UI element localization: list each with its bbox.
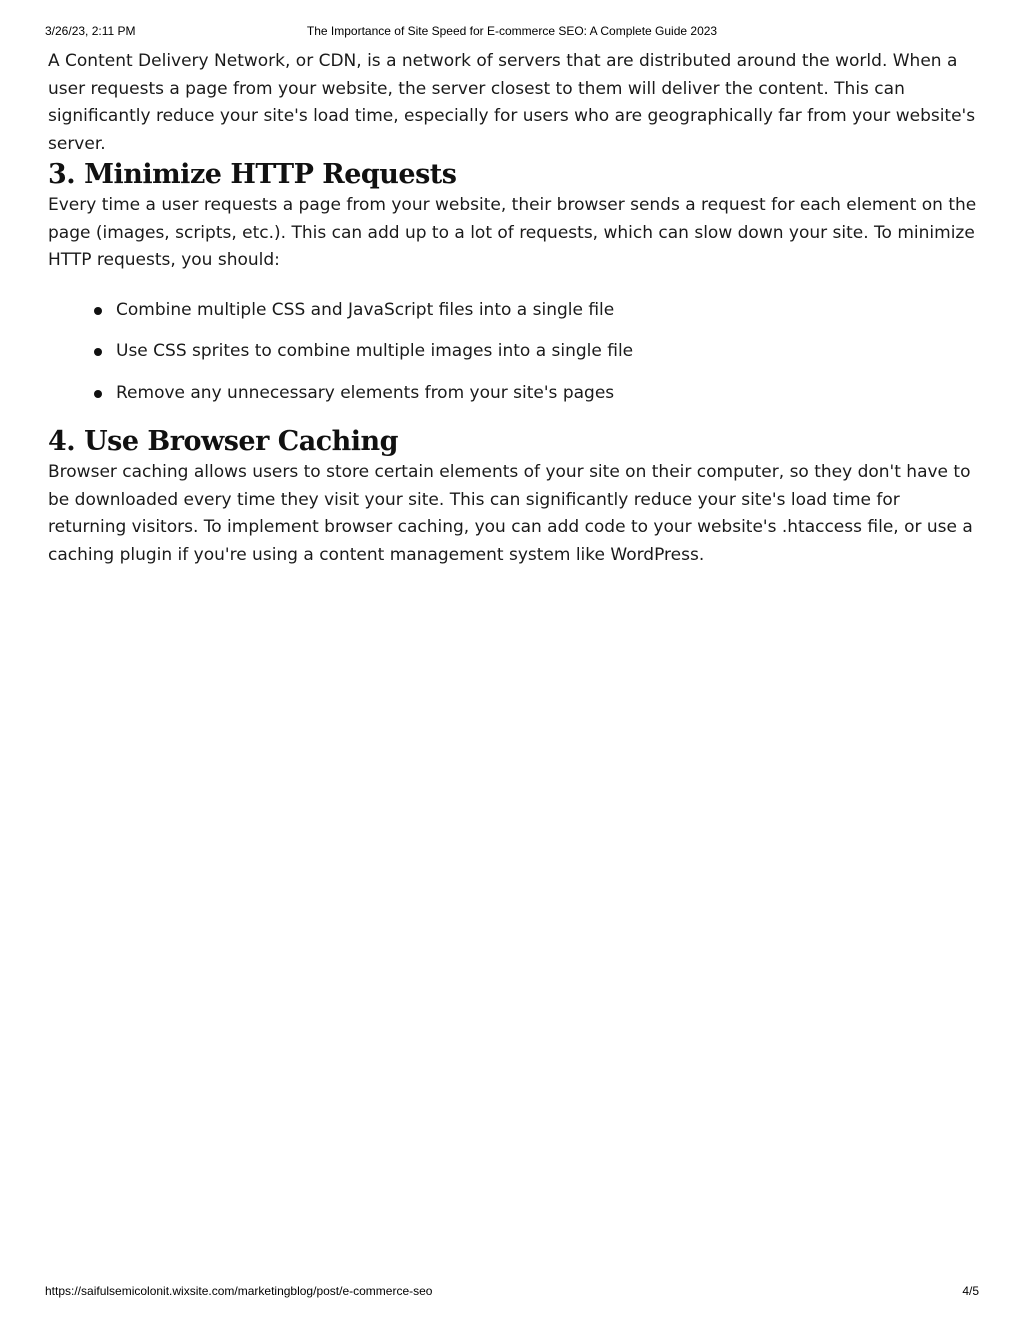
section-heading-browser-caching: 4. Use Browser Caching <box>48 426 399 457</box>
section-heading-minimize-http-requests: 3. Minimize HTTP Requests <box>48 159 457 190</box>
list-item <box>92 297 983 325</box>
list-item-text: Combine multiple CSS and JavaScript files into a single file <box>116 299 615 320</box>
bullet-dot-icon <box>94 390 102 398</box>
cdn-paragraph: A Content Delivery Network, or CDN, is a network of servers that are distributed around the world. When a user requests a page from your website, the server closest to them will deliver the content. This can significantly reduce your site's load time, especially for users who are geographically far from your website's server. <box>48 51 976 154</box>
print-document-title: The Importance of Site Speed for E-commerce SEO: A Complete Guide 2023 <box>306 24 718 38</box>
list-item-text: Use CSS sprites to combine multiple images into a single file <box>116 341 634 361</box>
print-footer <box>45 1284 979 1302</box>
list-item <box>92 380 983 408</box>
print-header <box>45 24 979 42</box>
bullet-dot-icon <box>94 348 102 356</box>
http-requests-bullet-list <box>48 297 983 408</box>
article-content <box>48 48 983 569</box>
page-number: 4/5 <box>962 1284 979 1298</box>
print-datetime: 3/26/23, 2:11 PM <box>45 24 136 38</box>
page-url-link[interactable]: https://saifulsemicolonit.wixsite.com/marketingblog/post/e-commerce-seo <box>45 1284 433 1298</box>
browser-caching-paragraph: Browser caching allows users to store certain elements of your site on their computer, so they don't have to be downloaded every time they visit your site. This can significantly reduce your site's load time for returning visitors. To implement browser caching, you can add code to your website's .htaccess file, or use a caching plugin if you're using a content management system like WordPress. <box>48 462 973 565</box>
bullet-dot-icon <box>94 307 102 315</box>
http-requests-paragraph: Every time a user requests a page from your website, their browser sends a request for each element on the page (images, scripts, etc.). This can add up to a lot of requests, which can slow down your site. To minimize HTTP requests, you should: <box>48 195 977 270</box>
list-item-text: Remove any unnecessary elements from your site's pages <box>116 382 615 403</box>
list-item <box>92 338 983 366</box>
